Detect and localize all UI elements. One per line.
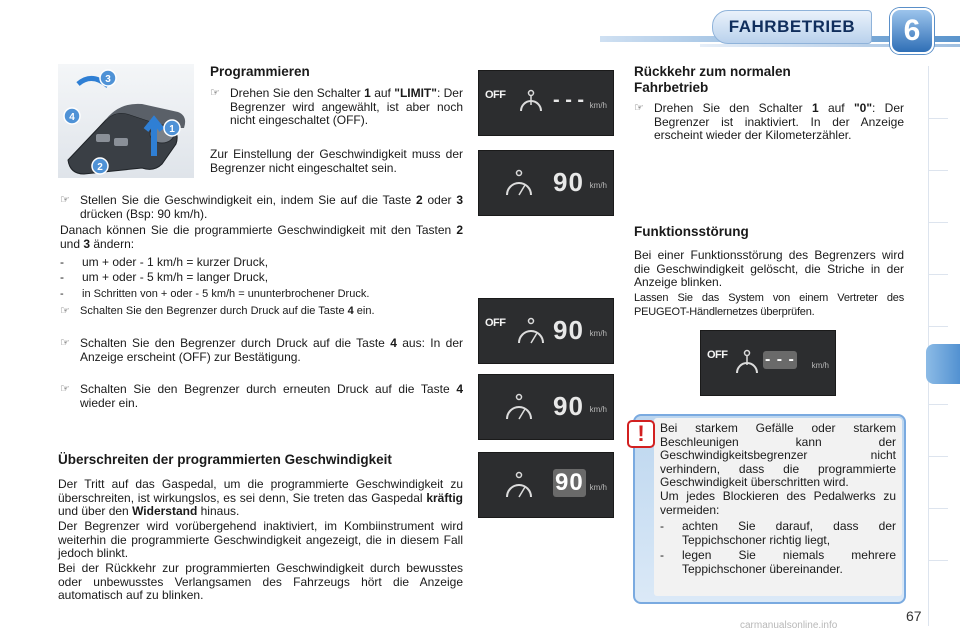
lever-label-1: 1 xyxy=(169,124,175,135)
rail-divider xyxy=(928,118,948,119)
lever-label-3: 3 xyxy=(105,74,111,85)
paragraph-temporarily-inactive: Der Begrenzer wird vorübergehend inaktiviert, im Kombiinstrument wird weiterhin die programmierte Geschwindigkeit angezeigt, die in diesem Fall jedoch blinkt. xyxy=(58,519,463,560)
section-title-malfunction: Funktionsstörung xyxy=(634,224,749,239)
lever-label-4: 4 xyxy=(69,112,75,123)
watermark: carmanualsonline.info xyxy=(740,620,838,631)
warning-icon: ! xyxy=(627,420,655,448)
paragraph-check-dealer: Lassen Sie das System von einem Vertreter des PEUGEOT-Händlernetzes überprüfen. xyxy=(634,292,904,318)
bullet-hand-icon: ☞ xyxy=(634,102,644,114)
bullet-switch-on-again: ☞ Schalten Sie den Begrenzer durch erneuten Druck auf die Taste 4 wieder ein. xyxy=(60,382,463,410)
speed-value-blinking: 90 xyxy=(555,469,584,496)
rail-divider xyxy=(928,326,948,327)
unit-label: km/h xyxy=(589,483,607,492)
rail-divider xyxy=(928,560,948,561)
lever-label-2: 2 xyxy=(97,162,103,173)
unit-label: km/h xyxy=(589,329,607,338)
speed-limiter-lever-illustration xyxy=(58,64,194,178)
chapter-number-badge: 6 xyxy=(890,8,934,54)
bullet-switch-on: ☞ Schalten Sie den Begrenzer durch Druck auf die Taste 4 ein. xyxy=(60,305,375,317)
warning-dash-mat-stacking: - legen Sie niemals mehrere Teppichschoner übereinander. xyxy=(660,548,896,576)
paragraph-accelerator: Der Tritt auf das Gaspedal, um die programmierte Geschwindigkeit zu überschreiten, ist wirkungslos, es sei denn, Sie treten das Gaspedal kräftig und über den Widerstand hinaus. xyxy=(58,477,463,518)
bullet-turn-switch-zero: ☞ Drehen Sie den Schalter 1 auf "0": Der Begrenzer ist inaktiviert. In der Anzeige erscheint wieder der Kilometerzähler. xyxy=(634,101,904,142)
rail-divider xyxy=(928,274,948,275)
paragraph-stop-blinking: Bei der Rückkehr zur programmierten Geschwindigkeit durch bewusstes oder unbewusstes Verlangsamen des Fahrzeugs hört die Anzeige automatisch auf zu blinken. xyxy=(58,561,463,602)
dash-item-short-press: - um + oder - 1 km/h = kurzer Druck, xyxy=(60,255,269,269)
warning-paragraph-gradient: Bei starkem Gefälle oder starkem Beschleunigen kann der Geschwindigkeitsbegrenzer nicht verhindern, dass die programmierte Geschwindigkeit überschritten wird. xyxy=(660,421,896,489)
section-title-return-normal: Rückkehr zum normalen Fahrbetrieb xyxy=(634,64,791,95)
display-speed-90-active xyxy=(478,374,614,440)
dash-item-continuous-press: - in Schritten von + oder - 5 km/h = ununterbrochener Druck. xyxy=(60,288,370,300)
chapter-title: FAHRBETRIEB xyxy=(712,10,872,44)
rail-divider xyxy=(928,456,948,457)
display-fault-dashes xyxy=(700,330,836,396)
bullet-hand-icon: ☞ xyxy=(60,194,70,206)
speed-value: 90 xyxy=(553,167,584,197)
unit-label: km/h xyxy=(589,405,607,414)
display-off-90 xyxy=(478,298,614,364)
unit-label: km/h xyxy=(589,181,607,190)
section-title-programmieren: Programmieren xyxy=(210,64,310,79)
section-title-exceeding-speed: Überschreiten der programmierten Geschwindigkeit xyxy=(58,452,392,467)
speed-dashes: - - - xyxy=(553,89,585,111)
lever-drawing xyxy=(58,64,194,178)
unit-label: km/h xyxy=(811,361,829,370)
paragraph-change-speed: Danach können Sie die programmierte Geschwindigkeit mit den Tasten 2 und 3 ändern: xyxy=(60,223,463,251)
display-speed-90-blinking xyxy=(478,452,614,518)
rail-divider xyxy=(928,404,948,405)
paragraph-malfunction: Bei einer Funktionsstörung des Begrenzers wird die Geschwindigkeit gelöscht, die Striche in der Anzeige blinken. xyxy=(634,248,904,289)
bullet-hand-icon: ☞ xyxy=(60,305,70,317)
speed-dashes-blinking: - - - xyxy=(765,351,795,368)
dash-item-long-press: - um + oder - 5 km/h = langer Druck, xyxy=(60,270,269,284)
off-label: OFF xyxy=(485,317,506,329)
speed-value: 90 xyxy=(553,315,584,345)
speed-value: 90 xyxy=(553,391,584,421)
warning-dash-mat-position: - achten Sie darauf, dass der Teppichschoner richtig liegt, xyxy=(660,519,896,547)
display-speed-90 xyxy=(478,150,614,216)
bullet-hand-icon: ☞ xyxy=(60,337,70,349)
rail-divider xyxy=(928,170,948,171)
unit-label: km/h xyxy=(589,101,607,110)
paragraph-setting-note: Zur Einstellung der Geschwindigkeit muss der Begrenzer nicht eingeschaltet sein. xyxy=(210,147,463,175)
page-number: 67 xyxy=(906,608,922,624)
warning-paragraph-pedal: Um jedes Blockieren des Pedalwerks zu vermeiden: xyxy=(660,489,896,517)
rail-divider xyxy=(928,222,948,223)
bullet-turn-switch-limit: ☞ Drehen Sie den Schalter 1 auf "LIMIT": Der Begrenzer wird angewählt, ist aber noch nicht eingeschaltet (OFF). xyxy=(210,86,463,127)
bullet-hand-icon: ☞ xyxy=(210,87,220,99)
off-label: OFF xyxy=(707,349,728,361)
off-label: OFF xyxy=(485,89,506,101)
chapter-tab-active[interactable] xyxy=(926,344,960,384)
bullet-switch-off: ☞ Schalten Sie den Begrenzer durch Druck auf die Taste 4 aus: In der Anzeige erscheint (OFF) zur Bestätigung. xyxy=(60,336,463,364)
display-off-dashes xyxy=(478,70,614,136)
bullet-hand-icon: ☞ xyxy=(60,383,70,395)
rail-divider xyxy=(928,508,948,509)
bullet-set-speed: ☞ Stellen Sie die Geschwindigkeit ein, indem Sie auf die Taste 2 oder 3 drücken (Bsp: 90 km/h). xyxy=(60,193,463,221)
